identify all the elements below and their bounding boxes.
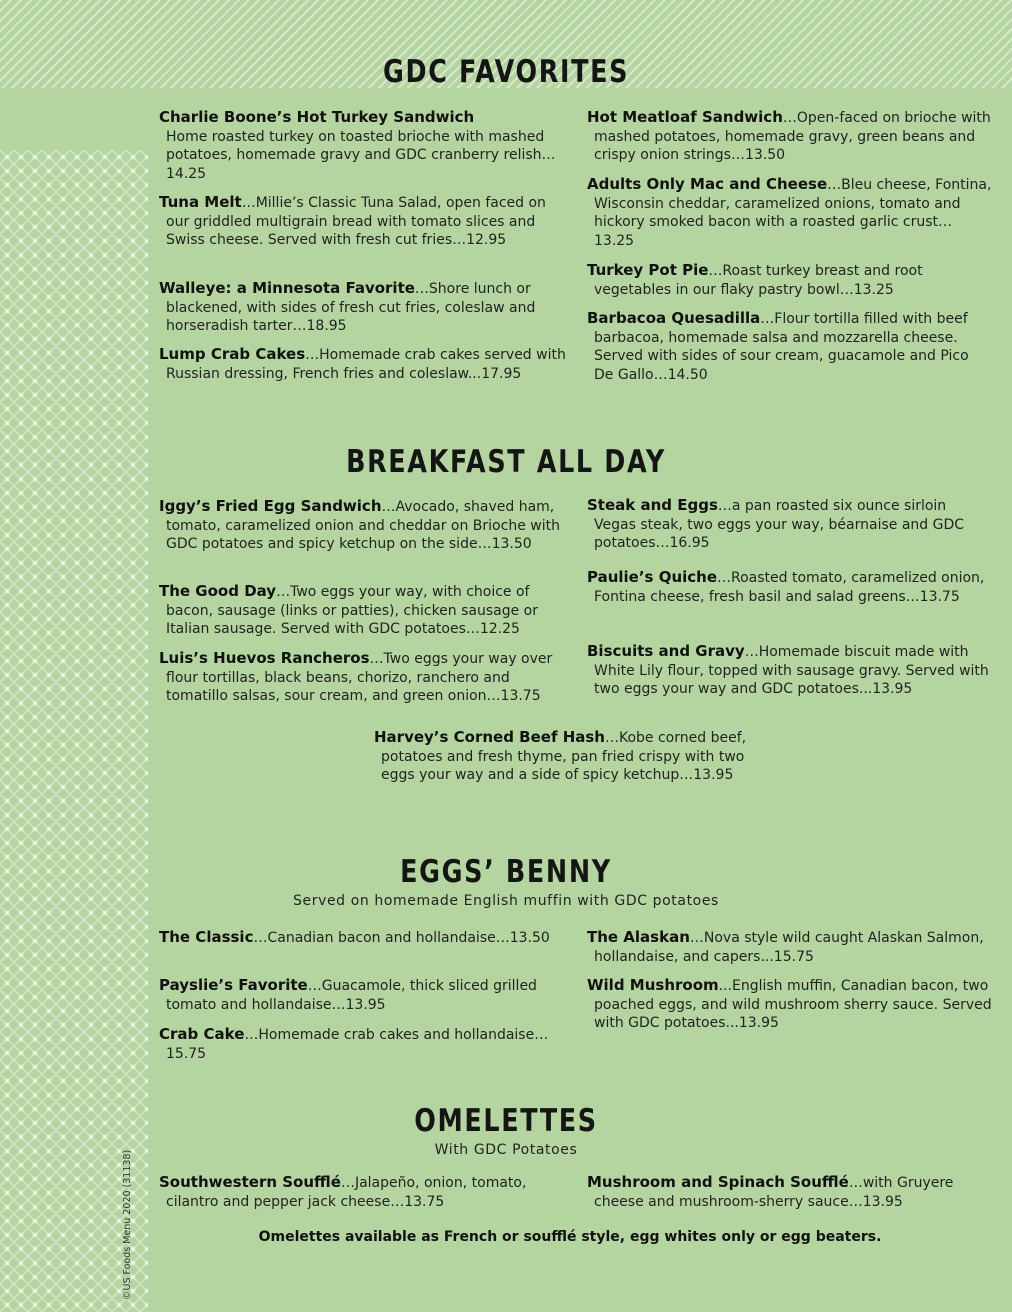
item-name: Walleye: a Minnesota Favorite (159, 279, 415, 297)
omelettes-note: Omelettes available as French or soufflé style, egg whites only or egg beaters. (258, 1229, 882, 1245)
item-description: ...English muffin, Canadian bacon, two poached eggs, and wild mushroom sherry sauce. Served with GDC potatoes...13.95 (594, 978, 992, 1031)
item-name: Paulie’s Quiche (587, 568, 718, 586)
menu-item (159, 279, 566, 336)
item-description: …Homemade crab cakes and hollandaise…15.75 (166, 1027, 549, 1062)
menu-item (159, 582, 566, 639)
section-title-omelettes: OMELETTES (414, 1103, 598, 1139)
menu-item (587, 261, 992, 299)
section-subtitle-benny: Served on homemade English muffin with GDC potatoes (293, 893, 719, 909)
item-description: …Flour tortilla filled with beef barbacoa, homemade salsa and mozzarella cheese. Served with sides of sour cream, guacamole and Pico De Gallo…14.50 (594, 311, 969, 383)
item-name: Southwestern Soufflé (159, 1173, 341, 1191)
item-description: …Two eggs your way, with choice of bacon, sausage (links or patties), chicken sausage or Italian sausage. Served with GDC potatoes…12.25 (166, 584, 539, 637)
item-description: Home roasted turkey on toasted brioche with mashed potatoes, homemade gravy and GDC cranberry relish…14.25 (166, 128, 556, 182)
menu-item (587, 928, 992, 966)
item-name: The Classic (159, 928, 254, 946)
item-description: …Shore lunch or blackened, with sides of fresh cut fries, coleslaw and horseradish tarter…18.95 (166, 281, 536, 334)
section-title-breakfast: BREAKFAST ALL DAY (346, 444, 666, 480)
item-description: …Nova style wild caught Alaskan Salmon, hollandaise, and capers...15.75 (594, 930, 984, 965)
item-description: …Millie’s Classic Tuna Salad, open faced on our griddled multigrain bread with tomato slices and Swiss cheese. Served with fresh cut fries…12.95 (166, 195, 546, 248)
item-name: Harvey’s Corned Beef Hash (374, 728, 605, 746)
item-name: Turkey Pot Pie (587, 261, 709, 279)
item-name: Tuna Melt (159, 193, 242, 211)
item-description: …Open-faced on brioche with mashed potatoes, homemade gravy, green beans and crispy onion strings…13.50 (594, 110, 991, 163)
menu-item (587, 309, 992, 384)
menu-item (587, 496, 992, 553)
item-description: …Homemade biscuit made with White Lily flour, topped with sausage gravy. Served with two eggs your way and GDC potatoes...13.95 (594, 644, 989, 697)
menu-item (159, 193, 566, 250)
item-name: The Good Day (159, 582, 277, 600)
section-subtitle-omelettes: With GDC Potatoes (434, 1142, 578, 1158)
copyright-text: ©US Foods Menu 2020 (31138) (122, 1149, 133, 1300)
menu-item (159, 497, 566, 554)
item-description: …Roasted tomato, caramelized onion, Fontina cheese, fresh basil and salad greens…13.75 (594, 570, 985, 605)
item-name: Iggy’s Fried Egg Sandwich (159, 497, 382, 515)
item-name: Barbacoa Quesadilla (587, 309, 761, 327)
item-description: …Bleu cheese, Fontina, Wisconsin cheddar, caramelized onions, tomato and hickory smoked bacon with a roasted garlic crust…13.25 (594, 177, 992, 249)
item-name: The Alaskan (587, 928, 690, 946)
menu-item (159, 108, 566, 183)
item-name: Wild Mushroom (587, 976, 719, 994)
item-description: …Two eggs your way over flour tortillas, black beans, chorizo, ranchero and tomatillo salsas, sour cream, and green onion…13.75 (166, 651, 553, 704)
item-description: …Canadian bacon and hollandaise…13.50 (253, 930, 550, 946)
item-name: Lump Crab Cakes (159, 345, 306, 363)
item-description: …a pan roasted six ounce sirloin Vegas steak, two eggs your way, béarnaise and GDC potatoes…16.95 (594, 498, 965, 551)
section-title-benny: EGGS’ BENNY (400, 854, 612, 890)
item-name: Charlie Boone’s Hot Turkey Sandwich (159, 108, 475, 126)
item-description: …Kobe corned beef, potatoes and fresh thyme, pan fried crispy with two eggs your way and a side of spicy ketchup…13.95 (381, 730, 747, 783)
item-description: …Avocado, shaved ham, tomato, caramelized onion and cheddar on Brioche with GDC potatoes and spicy ketchup on the side…13.50 (166, 499, 560, 552)
menu-item (159, 649, 566, 706)
menu-item (159, 928, 566, 948)
menu-item (587, 1173, 992, 1211)
menu-item (159, 345, 566, 383)
menu-item (587, 976, 992, 1033)
item-description: …Homemade crab cakes served with Russian dressing, French fries and coleslaw...17.95 (166, 347, 566, 382)
item-name: Biscuits and Gravy (587, 642, 745, 660)
item-name: Steak and Eggs (587, 496, 718, 514)
item-description: …Jalapeño, onion, tomato, cilantro and pepper jack cheese…13.75 (166, 1175, 527, 1210)
item-description: …with Gruyere cheese and mushroom-sherry sauce…13.95 (594, 1175, 954, 1210)
menu-item (159, 1173, 566, 1211)
item-name: Luis’s Huevos Rancheros (159, 649, 370, 667)
section-title-favorites: GDC FAVORITES (382, 54, 630, 90)
item-name: Hot Meatloaf Sandwich (587, 108, 783, 126)
item-description: …Roast turkey breast and root vegetables in our flaky pastry bowl…13.25 (594, 263, 923, 298)
menu-item (587, 568, 992, 606)
menu-item (159, 1025, 566, 1063)
item-name: Crab Cake (159, 1025, 245, 1043)
item-name: Mushroom and Spinach Soufflé (587, 1173, 849, 1191)
menu-item (587, 108, 992, 165)
menu-item (587, 642, 992, 699)
menu-item (587, 175, 992, 250)
item-name: Adults Only Mac and Cheese (587, 175, 828, 193)
menu-item (374, 728, 781, 785)
item-name: Payslie’s Favorite (159, 976, 308, 994)
menu-item (159, 976, 566, 1014)
item-description: …Guacamole, thick sliced grilled tomato and hollandaise…13.95 (166, 978, 537, 1013)
